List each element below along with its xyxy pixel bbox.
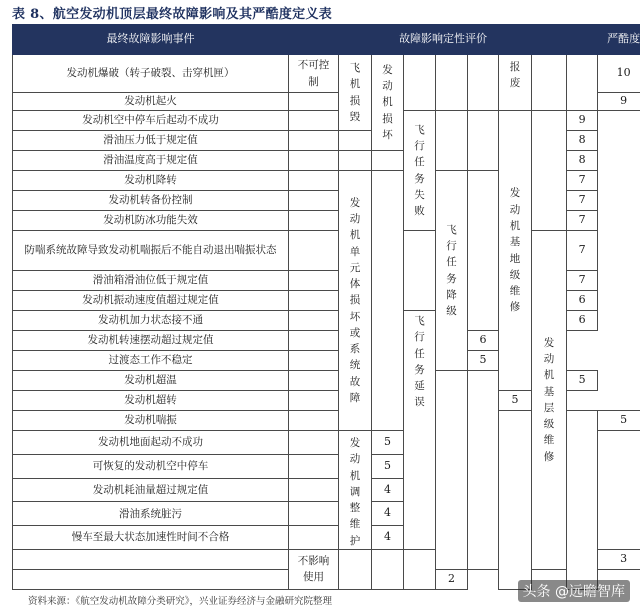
- eval-blank: [289, 391, 339, 411]
- severity-cell: 8: [567, 151, 598, 171]
- eval-blank: [532, 55, 567, 111]
- event-cell: 发动机转速摆动超过规定值: [13, 331, 289, 351]
- event-cell: 发动机喘振: [13, 411, 289, 431]
- event-cell: 慢车至最大状态加速性时间不合格: [13, 526, 289, 550]
- eval-blank: [289, 151, 339, 171]
- eval-flight-mission-delayed: 飞行任务延误: [404, 311, 436, 550]
- eval-blank: [567, 55, 598, 111]
- eval-blank: [289, 111, 339, 131]
- eval-blank: [436, 371, 468, 570]
- event-cell: 防喘系统故障导致发动机喘振后不能自动退出喘振状态: [13, 231, 289, 271]
- severity-cell: 5: [372, 454, 404, 478]
- event-cell: 滑油压力低于规定值: [13, 131, 289, 151]
- eval-flight-mission-failure: 飞行任务失败: [404, 111, 436, 231]
- event-cell: 发动机振动速度值超过规定值: [13, 291, 289, 311]
- eval-flight-mission-degraded: 飞行任务降级: [436, 171, 468, 371]
- event-cell: 发动机防冰功能失效: [13, 211, 289, 231]
- severity-cell: 7: [567, 231, 598, 271]
- event-cell: 可恢复的发动机空中停车: [13, 454, 289, 478]
- event-cell: 发动机超温: [13, 371, 289, 391]
- eval-blank: [339, 131, 372, 151]
- eval-blank: [372, 549, 404, 589]
- severity-cell: 5: [598, 411, 640, 431]
- event-cell: 滑油箱滑油位低于规定值: [13, 271, 289, 291]
- severity-cell: 5: [372, 431, 404, 455]
- eval-blank: [289, 291, 339, 311]
- table-title: 表 8、航空发动机顶层最终故障影响及其严酷度定义表: [12, 7, 333, 22]
- event-cell: 发动机加力状态接不通: [13, 311, 289, 331]
- event-cell: 发动机转备份控制: [13, 191, 289, 211]
- event-cell: 发动机起火: [13, 93, 289, 111]
- eval-blank: [289, 131, 339, 151]
- eval-blank: [468, 55, 499, 111]
- eval-grassroots-maintenance: 发动机基层级维修: [532, 231, 567, 570]
- eval-blank: [532, 111, 567, 231]
- severity-cell: 3: [598, 549, 640, 569]
- eval-blank: [372, 171, 404, 431]
- event-cell: [13, 569, 289, 589]
- eval-uncontrollable: 不可控制: [289, 55, 339, 93]
- severity-cell: 4: [372, 478, 404, 502]
- eval-blank: [289, 271, 339, 291]
- eval-blank: [289, 93, 339, 111]
- eval-blank: [289, 371, 339, 391]
- severity-cell: 7: [567, 271, 598, 291]
- eval-unit-damage-or-system-fault: 发动机单元体损坏或系统故障: [339, 171, 372, 431]
- severity-cell: 5: [499, 391, 532, 411]
- watermark: 头条 @远瞻智库: [518, 580, 630, 602]
- event-cell: 发动机降转: [13, 171, 289, 191]
- eval-blank: [289, 331, 339, 351]
- eval-blank: [468, 371, 499, 570]
- eval-blank: [289, 431, 339, 455]
- severity-cell: 7: [567, 191, 598, 211]
- eval-blank: [567, 411, 598, 590]
- severity-cell: 7: [567, 211, 598, 231]
- eval-blank: [468, 111, 499, 171]
- eval-engine-damaged: 发动机损坏: [372, 55, 404, 151]
- severity-cell: 6: [468, 331, 499, 351]
- eval-blank: [289, 191, 339, 211]
- event-cell: 滑油温度高于规定值: [13, 151, 289, 171]
- eval-blank: [289, 478, 339, 502]
- header-eval: 故障影响定性评价: [289, 25, 598, 55]
- severity-cell: 4: [372, 526, 404, 550]
- severity-cell: 7: [567, 171, 598, 191]
- eval-no-effect-on-use: 不影响使用: [289, 549, 339, 589]
- eval-blank: [289, 526, 339, 550]
- event-cell: 过渡态工作不稳定: [13, 351, 289, 371]
- severity-cell: 5: [567, 371, 598, 391]
- eval-adjustment-maintenance: 发动机调整维护: [339, 431, 372, 550]
- event-cell: 发动机耗油量超过规定值: [13, 478, 289, 502]
- eval-blank: [404, 549, 436, 589]
- eval-blank: [499, 411, 532, 590]
- eval-blank: [289, 411, 339, 431]
- eval-blank: [436, 111, 468, 171]
- eval-blank: [404, 231, 436, 311]
- event-cell: [13, 549, 289, 569]
- severity-cell: 6: [567, 291, 598, 311]
- header-severity: 严酷度: [598, 25, 640, 55]
- eval-base-level-maintenance: 发动机基地级维修: [499, 111, 532, 391]
- eval-blank: [468, 171, 499, 331]
- eval-blank: [404, 55, 436, 111]
- severity-cell: 6: [567, 311, 598, 331]
- severity-cell: 2: [436, 569, 468, 589]
- failure-severity-table: [12, 24, 640, 590]
- event-cell: 发动机超转: [13, 391, 289, 411]
- severity-cell: 9: [598, 93, 640, 111]
- eval-blank: [289, 171, 339, 191]
- severity-cell: 8: [567, 131, 598, 151]
- eval-blank: [436, 55, 468, 111]
- source-note: 资料来源：《航空发动机故障分类研究》，兴业证券经济与金融研究院整理: [28, 596, 333, 607]
- eval-blank: [289, 502, 339, 526]
- event-cell: 发动机空中停车后起动不成功: [13, 111, 289, 131]
- eval-blank: [339, 151, 372, 171]
- severity-cell: 9: [567, 111, 598, 131]
- eval-blank: [372, 151, 404, 171]
- severity-cell: 10: [598, 55, 640, 93]
- eval-scrapped: 报废: [499, 55, 532, 111]
- severity-cell: 4: [372, 502, 404, 526]
- eval-blank: [289, 454, 339, 478]
- eval-blank: [289, 351, 339, 371]
- header-event: 最终故障影响事件: [13, 25, 289, 55]
- eval-blank: [339, 549, 372, 589]
- event-cell: 发动机地面起动不成功: [13, 431, 289, 455]
- event-cell: 发动机爆破（转子破裂、击穿机匣）: [13, 55, 289, 93]
- eval-aircraft-destroyed: 飞机损毁: [339, 55, 372, 131]
- eval-blank: [289, 231, 339, 271]
- eval-blank: [289, 311, 339, 331]
- eval-blank: [289, 211, 339, 231]
- severity-cell: 5: [468, 351, 499, 371]
- event-cell: 滑油系统脏污: [13, 502, 289, 526]
